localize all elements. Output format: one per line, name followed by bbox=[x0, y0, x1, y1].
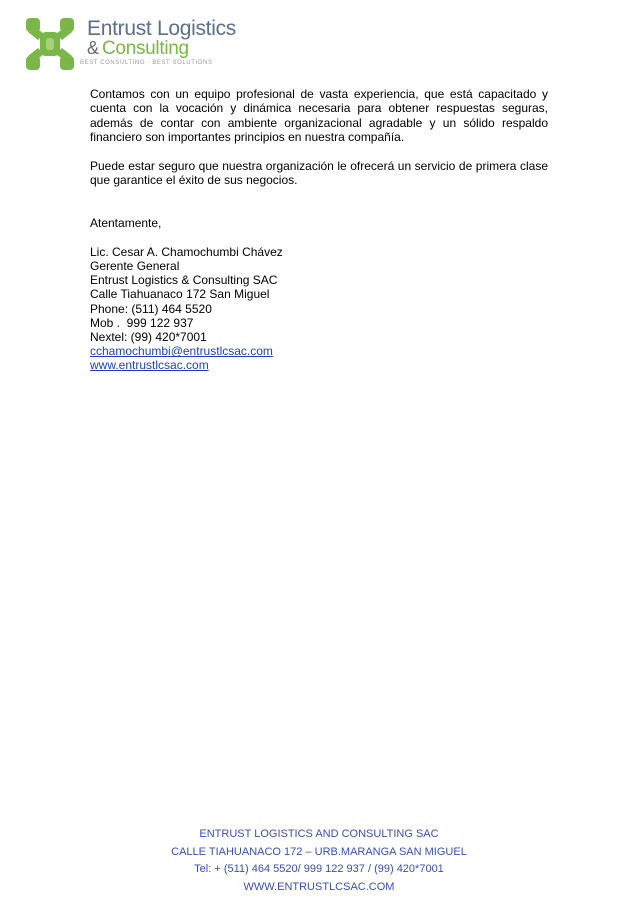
footer-company: ENTRUST LOGISTICS AND CONSULTING SAC bbox=[199, 828, 439, 840]
footer-phones: Tel: + (511) 464 5520/ 999 122 937 / (99) 420*7001 bbox=[194, 863, 444, 875]
logo-ampersand: & bbox=[87, 38, 100, 58]
logo-title: Entrust Logistics bbox=[87, 17, 236, 40]
letter-body bbox=[90, 87, 548, 373]
letter-paragraph-2: Puede estar seguro que nuestra organización le ofrecerá un servicio de primera clase que garantice el éxito de sus negocios. bbox=[90, 158, 548, 188]
logo-subtitle: Consulting bbox=[102, 38, 189, 59]
footer-website: WWW.ENTRUSTLCSAC.COM bbox=[243, 880, 395, 893]
letter-closing: Atentamente, bbox=[90, 216, 162, 231]
signature-company: Entrust Logistics & Consulting SAC bbox=[90, 273, 278, 288]
logo-tagline: BEST CONSULTING · BEST SOLUTIONS bbox=[80, 60, 213, 66]
signature-position: Gerente General bbox=[90, 259, 180, 274]
signature-block bbox=[90, 245, 548, 373]
logo-cross-icon bbox=[20, 16, 80, 72]
website-link[interactable]: www.entrustlcsac.com bbox=[90, 358, 209, 373]
company-logo bbox=[20, 16, 236, 72]
signature-phone: Phone: (511) 464 5520 bbox=[90, 301, 212, 316]
email-link[interactable]: cchamochumbi@entrustlcsac.com bbox=[90, 344, 273, 359]
footer-address: CALLE TIAHUANACO 172 – URB.MARANGA SAN MIGUEL bbox=[171, 845, 467, 858]
letter-paragraph-1: Contamos con un equipo profesional de vasta experiencia, que está capacitado y cuenta con la vocación y dinámica necesaria para obtener respuestas seguras, además de contar con ambiente organizacional agradable y un sólido respaldo financiero son importantes principios en nuestra compañía. bbox=[90, 87, 548, 145]
page-footer bbox=[0, 826, 638, 896]
signature-mobile: Mob . 999 122 937 bbox=[90, 315, 194, 330]
signature-name: Lic. Cesar A. Chamochumbi Chávez bbox=[90, 244, 283, 259]
signature-address: Calle Tiahuanaco 172 San Miguel bbox=[90, 287, 270, 302]
signature-nextel: Nextel: (99) 420*7001 bbox=[90, 330, 207, 345]
